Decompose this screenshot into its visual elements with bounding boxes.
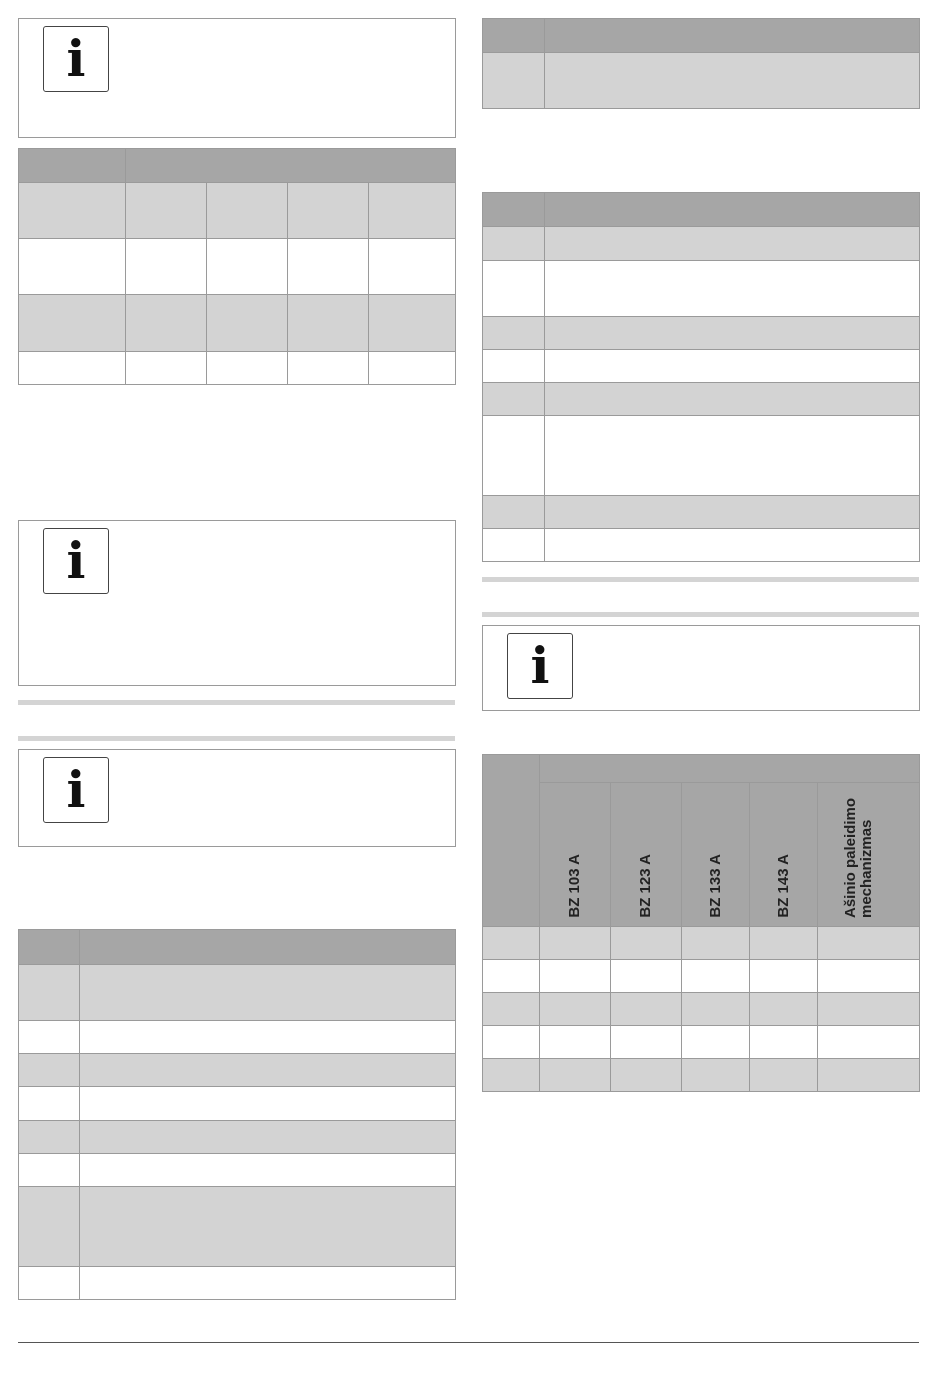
table-cell <box>545 496 920 529</box>
table-cell <box>483 993 540 1026</box>
column-header-bz143a: BZ 143 A <box>750 783 818 927</box>
table-cell <box>126 183 207 239</box>
table-cell <box>483 19 545 53</box>
table-cell <box>483 193 545 227</box>
table-row <box>19 1054 456 1087</box>
table-cell <box>80 965 456 1021</box>
table-cell <box>80 1087 456 1121</box>
table-cell <box>682 1059 750 1092</box>
table-cell <box>369 295 456 352</box>
table-row <box>483 1059 920 1092</box>
table-cell <box>483 227 545 261</box>
table-cell <box>369 352 456 385</box>
table-cell <box>207 183 288 239</box>
table-cell <box>545 350 920 383</box>
table-cell <box>483 261 545 317</box>
table-cell <box>818 1026 920 1059</box>
table-row <box>483 317 920 350</box>
spec-table-bottom-left <box>18 929 456 1300</box>
table-cell <box>483 383 545 416</box>
table-cell <box>126 295 207 352</box>
table-cell <box>483 350 545 383</box>
table-row <box>483 993 920 1026</box>
table-cell <box>19 239 126 295</box>
info-icon: i <box>43 26 109 92</box>
table-cell <box>545 261 920 317</box>
table-cell <box>80 1154 456 1187</box>
section-divider <box>482 612 919 617</box>
table-cell <box>540 927 611 960</box>
table-row <box>483 383 920 416</box>
table-row <box>19 1187 456 1267</box>
table-cell <box>369 183 456 239</box>
table-cell <box>818 993 920 1026</box>
info-note-2 <box>18 520 456 686</box>
table-cell <box>126 149 456 183</box>
table-row <box>19 1267 456 1300</box>
table-header-row <box>19 930 456 965</box>
table-cell <box>288 239 369 295</box>
table-cell <box>545 317 920 350</box>
section-divider <box>18 700 455 705</box>
table-row <box>483 960 920 993</box>
table-cell <box>288 183 369 239</box>
table-cell <box>611 1026 682 1059</box>
table-cell <box>19 1267 80 1300</box>
column-header-bz103a: BZ 103 A <box>540 783 611 927</box>
table-cell <box>483 317 545 350</box>
spec-table-top-right <box>482 18 920 109</box>
table-cell <box>545 19 920 53</box>
table-row <box>19 352 456 385</box>
table-cell <box>611 993 682 1026</box>
table-cell <box>682 1026 750 1059</box>
table-row <box>19 239 456 295</box>
table-cell <box>80 1267 456 1300</box>
table-cell <box>483 1059 540 1092</box>
parts-table <box>482 754 920 1092</box>
section-divider <box>482 577 919 582</box>
table-cell <box>545 383 920 416</box>
table-cell <box>545 529 920 562</box>
table-cell <box>483 529 545 562</box>
table-row <box>19 183 456 239</box>
table-row <box>483 350 920 383</box>
table-cell <box>483 755 540 927</box>
table-cell <box>540 1059 611 1092</box>
table-cell <box>126 239 207 295</box>
table-cell <box>19 1021 80 1054</box>
table-cell <box>483 496 545 529</box>
table-cell <box>540 755 920 783</box>
table-header-row <box>483 19 920 53</box>
table-cell <box>818 1059 920 1092</box>
table-cell <box>19 1087 80 1121</box>
table-cell <box>288 295 369 352</box>
table-cell <box>750 1059 818 1092</box>
table-cell <box>818 960 920 993</box>
table-row <box>483 529 920 562</box>
table-cell <box>750 927 818 960</box>
table-row <box>19 1154 456 1187</box>
table-cell <box>19 149 126 183</box>
table-cell <box>207 352 288 385</box>
table-cell <box>750 1026 818 1059</box>
table-header-row <box>483 755 920 783</box>
table-cell <box>19 1121 80 1154</box>
table-row <box>483 227 920 261</box>
table-row <box>483 416 920 496</box>
table-cell <box>818 927 920 960</box>
table-row <box>483 496 920 529</box>
table-header-row <box>483 193 920 227</box>
info-note-4 <box>482 625 920 711</box>
column-header-bz133a: BZ 133 A <box>682 783 750 927</box>
table-cell <box>80 1021 456 1054</box>
table-cell <box>545 227 920 261</box>
table-cell <box>19 1054 80 1087</box>
table-row <box>483 1026 920 1059</box>
table-cell <box>80 1187 456 1267</box>
table-cell <box>126 352 207 385</box>
table-cell <box>19 1154 80 1187</box>
table-cell <box>611 960 682 993</box>
spec-table-top-left <box>18 148 456 385</box>
table-row <box>483 53 920 109</box>
table-cell <box>750 960 818 993</box>
table-cell <box>483 960 540 993</box>
table-cell <box>545 53 920 109</box>
table-cell <box>80 1054 456 1087</box>
table-cell <box>19 183 126 239</box>
table-row <box>483 261 920 317</box>
info-icon: i <box>43 528 109 594</box>
table-cell <box>483 927 540 960</box>
section-divider <box>18 736 455 741</box>
info-icon: i <box>43 757 109 823</box>
column-header-bz123a: BZ 123 A <box>611 783 682 927</box>
table-cell <box>207 295 288 352</box>
table-cell <box>540 993 611 1026</box>
info-icon: i <box>507 633 573 699</box>
table-row <box>19 295 456 352</box>
table-cell <box>288 352 369 385</box>
table-cell <box>540 1026 611 1059</box>
table-cell <box>545 416 920 496</box>
table-cell <box>682 960 750 993</box>
spec-table-middle-right <box>482 192 920 562</box>
table-row <box>19 1087 456 1121</box>
table-row <box>19 1021 456 1054</box>
info-note-3 <box>18 749 456 847</box>
table-cell <box>80 1121 456 1154</box>
info-note-1 <box>18 18 456 138</box>
table-cell <box>483 416 545 496</box>
table-cell <box>80 930 456 965</box>
table-cell <box>611 1059 682 1092</box>
table-cell <box>369 239 456 295</box>
column-header-axial-starter: Ašinio paleidimo mechanizmas <box>818 783 920 927</box>
table-cell <box>611 927 682 960</box>
table-cell <box>207 239 288 295</box>
table-cell <box>540 960 611 993</box>
table-cell <box>19 1187 80 1267</box>
table-cell <box>545 193 920 227</box>
table-row <box>19 965 456 1021</box>
table-cell <box>19 352 126 385</box>
table-cell <box>19 965 80 1021</box>
table-cell <box>19 295 126 352</box>
table-cell <box>483 53 545 109</box>
table-header-row <box>483 783 920 927</box>
table-cell <box>483 1026 540 1059</box>
table-cell <box>19 930 80 965</box>
table-row <box>483 927 920 960</box>
table-cell <box>682 927 750 960</box>
table-row <box>19 1121 456 1154</box>
table-header-row <box>19 149 456 183</box>
table-cell <box>750 993 818 1026</box>
table-cell <box>682 993 750 1026</box>
footer-rule <box>18 1342 919 1343</box>
